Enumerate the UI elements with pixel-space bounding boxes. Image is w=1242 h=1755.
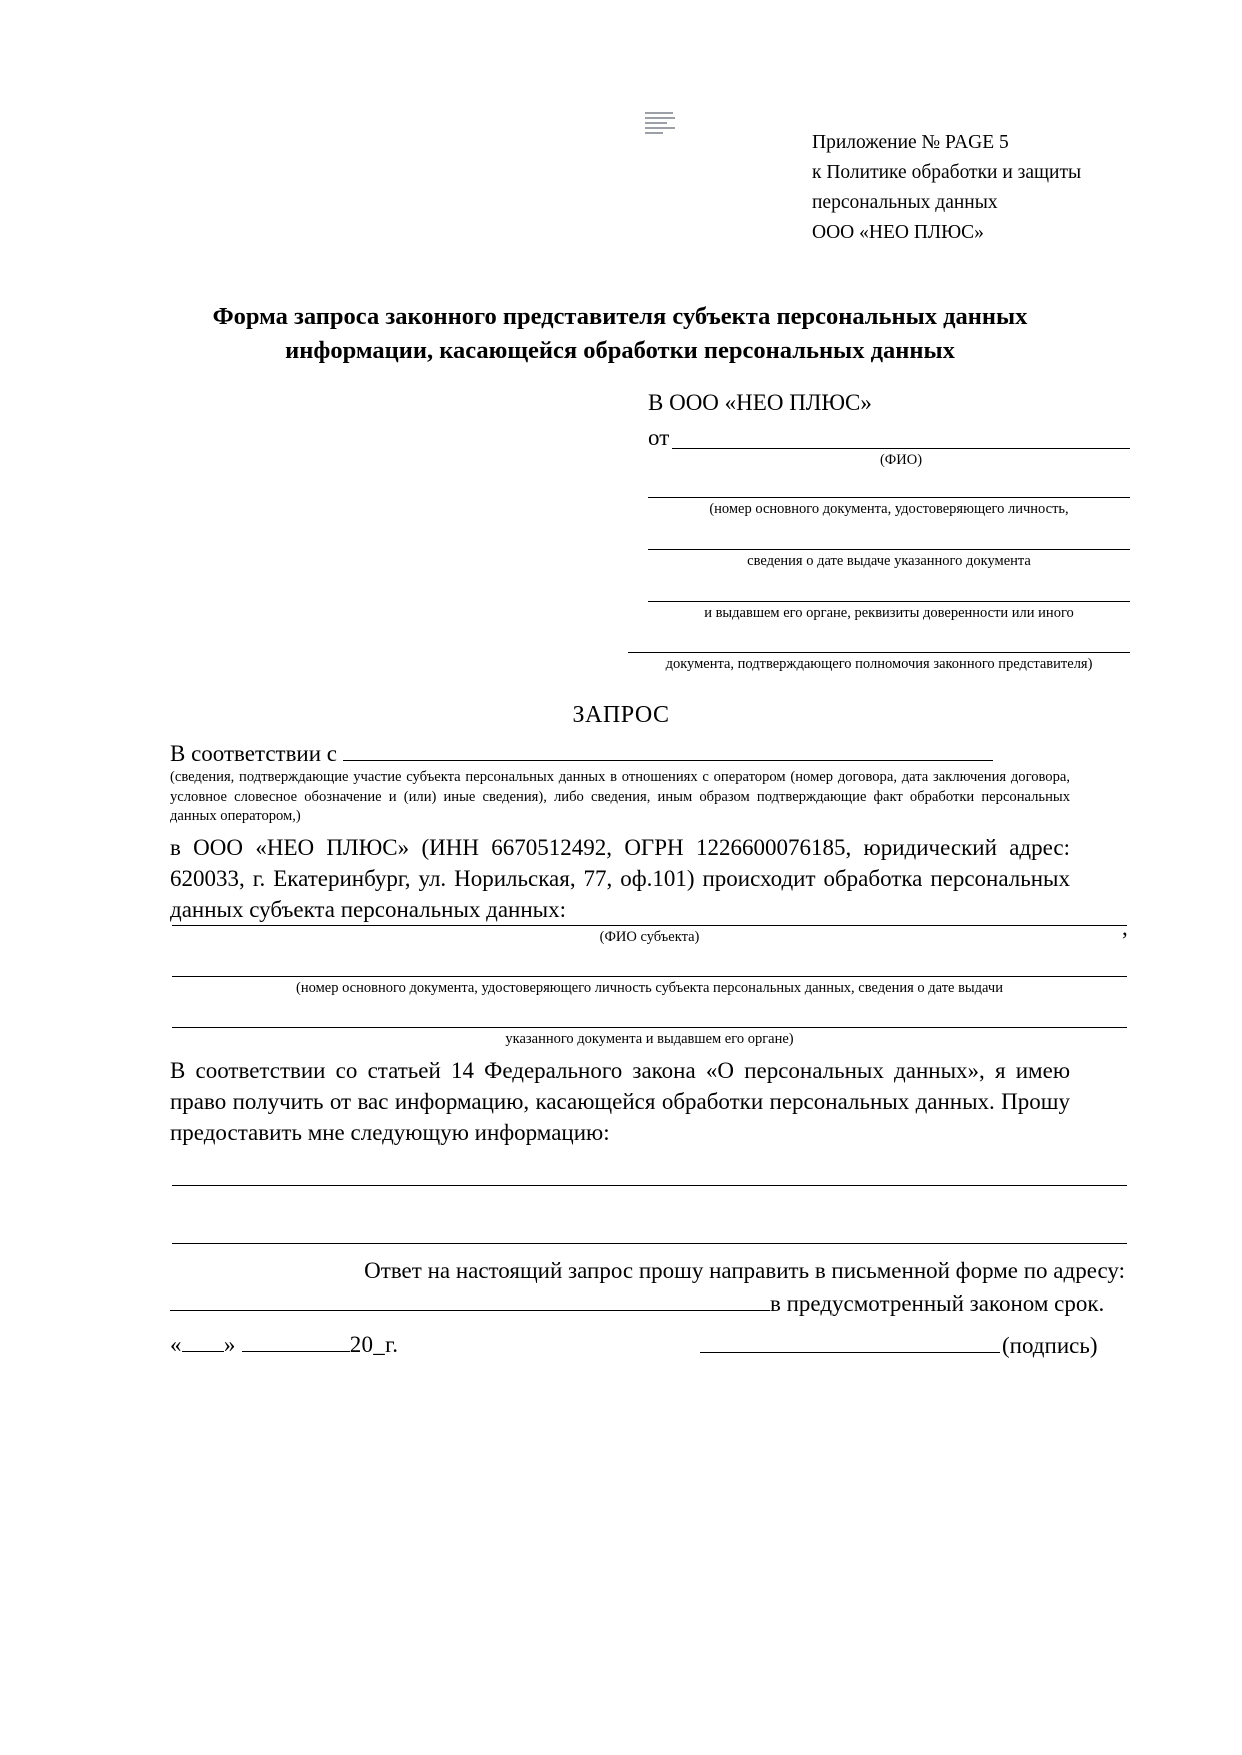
glyph-line	[645, 117, 675, 119]
field-doc-organ[interactable]	[648, 601, 1130, 623]
in-accordance-label: В соответствии с	[170, 741, 338, 766]
field-subject-doc-number-caption: (номер основного документа, удостоверяющего личность субъекта персональных данных, сведения о дате выдачи	[296, 980, 1003, 996]
document-lines-icon	[645, 112, 679, 142]
header-line-3: персональных данных	[812, 192, 998, 213]
field-fio-subject-comma: ,	[1122, 915, 1128, 940]
signature-caption: (подпись)	[1002, 1333, 1098, 1358]
date-row	[170, 1332, 398, 1358]
date-year-label: 20_г.	[349, 1332, 399, 1357]
page-title-line-1: Форма запроса законного представителя субъекта персональных данных	[212, 303, 1028, 330]
field-subject-doc-number[interactable]	[172, 976, 1127, 998]
request-heading: ЗАПРОС	[572, 702, 670, 728]
field-doc-powers[interactable]	[628, 652, 1130, 674]
answer-address-row	[170, 1288, 1130, 1319]
glyph-line	[645, 132, 663, 134]
field-doc-number-caption: (номер основного документа, удостоверяющего личность,	[709, 501, 1069, 517]
operator-paragraph: в ООО «НЕО ПЛЮС» (ИНН 6670512492, ОГРН 1226600076185, юридический адрес: 620033, г. Екатеринбург, ул. Норильская, 77, оф.101) происходит обработка персональных данных субъекта персональных данных:	[170, 835, 1070, 922]
info-blank-line-1[interactable]	[172, 1185, 1127, 1186]
field-doc-date-caption: сведения о дате выдаче указанного документа	[747, 553, 1031, 569]
date-day-input[interactable]	[182, 1333, 224, 1352]
glyph-line	[645, 112, 673, 114]
signature-input[interactable]	[700, 1332, 1000, 1353]
field-fio-caption: (ФИО)	[879, 452, 923, 468]
addressee-organization: В ООО «НЕО ПЛЮС»	[648, 390, 872, 415]
field-fio-subject[interactable]	[172, 925, 1127, 947]
date-month-input[interactable]	[242, 1333, 350, 1352]
signature-row	[700, 1332, 1097, 1359]
in-accordance-input[interactable]	[343, 741, 993, 761]
date-open-quote: «	[170, 1332, 182, 1357]
header-line-2: к Политике обработки и защиты	[812, 162, 1082, 183]
date-close-quote: »	[223, 1332, 236, 1357]
info-blank-line-2[interactable]	[172, 1243, 1127, 1244]
page-title	[170, 300, 1070, 368]
from-label: от	[648, 425, 670, 450]
field-doc-powers-caption: документа, подтверждающего полномочия законного представителя)	[665, 656, 1093, 672]
info-blank-line-2-rule	[172, 1243, 1127, 1244]
answer-address-input[interactable]	[170, 1291, 770, 1311]
law-paragraph: В соответствии со статьей 14 Федерального закона «О персональных данных», я имею право получить от вас информацию, касающейся обработки персональных данных. Прошу предоставить мне следующую информацию:	[170, 1058, 1070, 1145]
field-doc-date[interactable]	[648, 549, 1130, 571]
header-line-1: Приложение № PAGE 5	[812, 132, 1009, 153]
field-subject-doc-organ[interactable]	[172, 1027, 1127, 1049]
field-fio-subject-caption: (ФИО субъекта)	[599, 929, 700, 945]
info-blank-line-1-rule	[172, 1185, 1127, 1186]
header-annex-reference	[812, 128, 1172, 248]
page-title-line-2: информации, касающейся обработки персональных данных	[285, 337, 955, 364]
field-doc-number[interactable]	[648, 497, 1130, 519]
field-subject-doc-organ-caption: указанного документа и выдавшем его органе)	[505, 1031, 794, 1047]
field-fio[interactable]	[672, 448, 1130, 470]
answer-address-tail: в предусмотренный законом срок.	[770, 1291, 1105, 1316]
answer-address-sentence: Ответ на настоящий запрос прошу направить в письменной форме по адресу:	[364, 1258, 1125, 1283]
field-doc-organ-caption: и выдавшем его органе, реквизиты доверенности или иного	[704, 605, 1074, 621]
glyph-line	[645, 127, 675, 129]
in-accordance-note: (сведения, подтверждающие участие субъекта персональных данных в отношениях с оператором (номер договора, дата заключения договора, условное словесное обозначение и (или) иные сведения), либо сведения, иным образом подтверждающие факт обработки персональных данных оператором,)	[170, 769, 1070, 824]
in-accordance-row	[170, 738, 1070, 769]
header-line-4: ООО «НЕО ПЛЮС»	[812, 222, 984, 243]
glyph-line	[645, 122, 667, 124]
